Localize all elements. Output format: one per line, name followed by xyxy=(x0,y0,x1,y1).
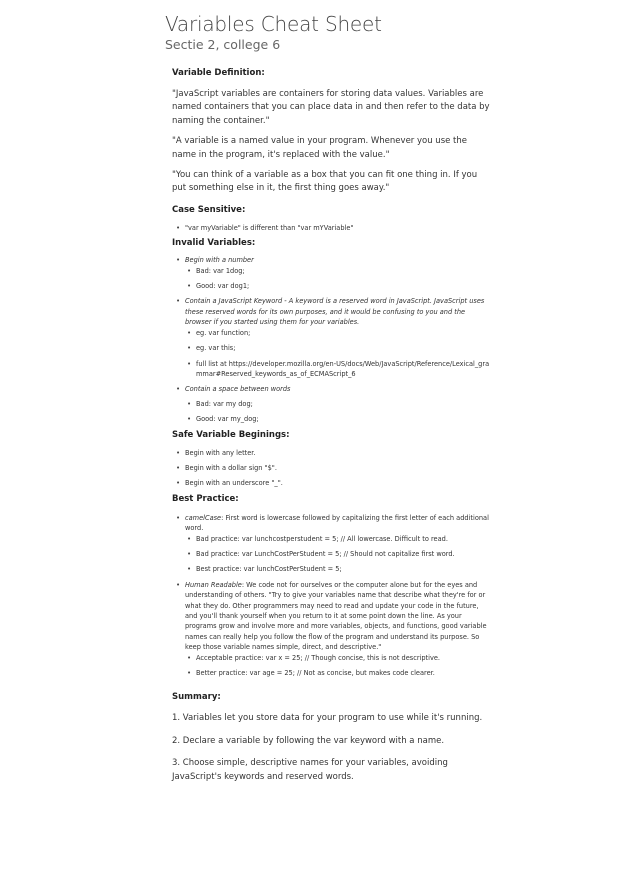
list-item: • eg. var function; xyxy=(172,328,490,338)
list-item: • Bad: var 1dog; xyxy=(172,266,490,276)
definition-quote-3: "You can think of a variable as a box that you can fit one thing in. If you put something else in it, the first thing goes away." xyxy=(172,170,478,194)
list-item: • Good: var dog1; xyxy=(172,281,490,291)
invalid-group-keyword xyxy=(172,296,490,327)
invalid-group-label: Contain a JavaScript Keyword - A keyword is a reserved word in JavaScript. JavaScript uses these reserved words for its own purposes, and it would be confusing to you and the browser if you started using them for your variables. xyxy=(185,297,485,327)
summary-point-3: 3. Choose simple, descriptive names for your variables, avoiding JavaScript's keywords and reserved words. xyxy=(172,758,448,782)
best-practice-list xyxy=(172,513,490,679)
section-heading-case-sensitive: Case Sensitive: xyxy=(172,204,246,215)
section-heading-best-practice: Best Practice: xyxy=(172,493,239,504)
list-item: • "var myVariable" is different than "var mYVariable" xyxy=(172,223,490,233)
page-title: Variables Cheat Sheet xyxy=(165,12,382,36)
term-camelcase: camelCase xyxy=(185,513,222,522)
section-heading-definition: Variable Definition: xyxy=(172,68,265,78)
document-body xyxy=(172,68,490,784)
page-subtitle: Sectie 2, college 6 xyxy=(165,37,281,52)
list-item: • Best practice: var lunchCostPerStudent = 5; xyxy=(172,564,490,574)
list-item: • Bad practice: var LunchCostPerStudent = 5; // Should not capitalize first word. xyxy=(172,549,490,559)
best-practice-human-readable xyxy=(172,580,490,653)
case-sensitive-list xyxy=(172,223,490,233)
invalid-group-label: Contain a space between words xyxy=(185,385,291,394)
invalid-group-number xyxy=(172,255,490,265)
section-heading-invalid: Invalid Variables: xyxy=(172,238,256,249)
list-item: • Bad: var my dog; xyxy=(172,399,490,409)
invalid-list xyxy=(172,255,490,424)
invalid-group-space xyxy=(172,384,490,394)
list-item: • eg. var this; xyxy=(172,343,490,353)
list-item: • full list at https://developer.mozilla.org/en-US/docs/Web/JavaScript/Reference/Lexical_grammar#Reserved_keywords_as_of_ECMAScript_6 xyxy=(172,359,490,380)
term-human-readable: Human Readable xyxy=(185,580,242,589)
human-readable-description: : We code not for ourselves or the computer alone but for the eyes and understanding of others. "Try to give your variables name that describe what they're for or what they do. Other programmers may need to read and update your code in the future, and you'll thank yourself when you return to it at some point down the line. As your programs grow and involve more and more variables, objects, and functions, good variable names can really help you follow the flow of the program and understand its purpose. So keep those variable names simple, direct, and descriptive." xyxy=(185,580,487,652)
summary-point-1: 1. Variables let you store data for your program to use while it's running. xyxy=(172,713,483,724)
best-practice-camelcase xyxy=(172,513,490,534)
list-item: • Better practice: var age = 25; // Not as concise, but makes code clearer. xyxy=(172,668,490,678)
safe-list xyxy=(172,448,490,489)
list-item: • Good: var my_dog; xyxy=(172,414,490,424)
list-item: • Begin with any letter. xyxy=(172,448,490,458)
section-heading-safe: Safe Variable Beginings: xyxy=(172,429,290,440)
invalid-group-label: Begin with a number xyxy=(185,256,254,265)
summary-point-2: 2. Declare a variable by following the var keyword with a name. xyxy=(172,735,445,746)
list-item: • Bad practice: var lunchcostperstudent = 5; // All lowercase. Difficult to read. xyxy=(172,534,490,544)
list-item: • Begin with an underscore "_". xyxy=(172,478,490,488)
list-item: • Acceptable practice: var x = 25; // Though concise, this is not descriptive. xyxy=(172,653,490,663)
definition-quote-2: "A variable is a named value in your program. Whenever you use the name in the program, it's replaced with the value." xyxy=(172,136,468,160)
definition-quote-1: "JavaScript variables are containers for storing data values. Variables are named containers that you can place data in and then refer to the data by naming the container." xyxy=(172,89,490,126)
section-heading-summary: Summary: xyxy=(172,692,221,703)
camelcase-description: : First word is lowercase followed by capitalizing the first letter of each additional word. xyxy=(185,513,489,533)
list-item: • Begin with a dollar sign "$". xyxy=(172,463,490,473)
